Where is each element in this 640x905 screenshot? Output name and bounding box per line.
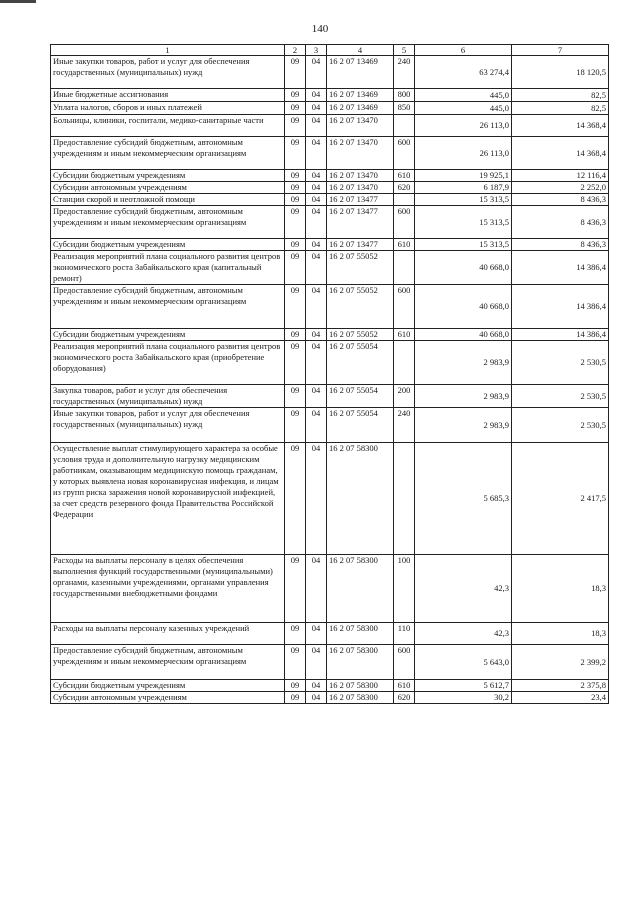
row-name: Субсидии бюджетным учреждениям — [51, 239, 285, 251]
row-subsection: 04 — [306, 251, 327, 285]
row-expense-type — [394, 251, 415, 285]
row-section: 09 — [285, 170, 306, 182]
row-name: Станции скорой и неотложной помощи — [51, 194, 285, 206]
table-row — [51, 251, 609, 285]
row-target-article: 16 2 07 13477 — [327, 194, 394, 206]
row-amount-actual: 2 252,0 — [512, 182, 609, 194]
row-target-article: 16 2 07 13470 — [327, 182, 394, 194]
row-section: 09 — [285, 102, 306, 115]
row-subsection: 04 — [306, 206, 327, 239]
row-expense-type: 600 — [394, 285, 415, 329]
table-row — [51, 680, 609, 692]
budget-table — [50, 44, 609, 704]
row-amount-actual: 14 368,4 — [512, 137, 609, 170]
row-subsection: 04 — [306, 408, 327, 443]
table-row — [51, 623, 609, 645]
row-name: Уплата налогов, сборов и иных платежей — [51, 102, 285, 115]
table-row — [51, 194, 609, 206]
row-section: 09 — [285, 443, 306, 555]
table-row — [51, 206, 609, 239]
row-expense-type: 620 — [394, 692, 415, 704]
table-row — [51, 329, 609, 341]
row-name: Осуществление выплат стимулирующего характера за особые условия труда и дополнительную нагрузку медицинским работникам, оказывающим медицинскую помощь гражданам, у которых выявлена новая коронавирусная инфекция, и лицам из групп риска заражения новой коронавирусной инфекцией, за счет средств резервного фонда Правительства Российской Федерации — [51, 443, 285, 555]
row-expense-type: 600 — [394, 645, 415, 680]
table-row — [51, 385, 609, 408]
row-section: 09 — [285, 239, 306, 251]
row-section: 09 — [285, 251, 306, 285]
row-target-article: 16 2 07 55052 — [327, 251, 394, 285]
row-amount-plan: 2 983,9 — [415, 341, 512, 385]
row-subsection: 04 — [306, 341, 327, 385]
row-section: 09 — [285, 408, 306, 443]
header-col-4: 4 — [327, 45, 394, 56]
row-name: Больницы, клиники, госпитали, медико-санитарные части — [51, 115, 285, 137]
row-amount-actual: 8 436,3 — [512, 206, 609, 239]
row-expense-type: 610 — [394, 239, 415, 251]
row-subsection: 04 — [306, 680, 327, 692]
table-row — [51, 102, 609, 115]
row-section: 09 — [285, 692, 306, 704]
row-amount-actual: 12 116,4 — [512, 170, 609, 182]
table-row — [51, 645, 609, 680]
row-amount-plan: 445,0 — [415, 89, 512, 102]
row-target-article: 16 2 07 58300 — [327, 645, 394, 680]
row-section: 09 — [285, 56, 306, 89]
row-name: Предоставление субсидий бюджетным, автономным учреждениям и иным некоммерческим организациям — [51, 645, 285, 680]
row-name: Иные закупки товаров, работ и услуг для обеспечения государственных (муниципальных) нужд — [51, 56, 285, 89]
table-row — [51, 182, 609, 194]
row-amount-plan: 2 983,9 — [415, 385, 512, 408]
table-row — [51, 137, 609, 170]
row-subsection: 04 — [306, 239, 327, 251]
row-name: Предоставление субсидий бюджетным, автономным учреждениям и иным некоммерческим организациям — [51, 206, 285, 239]
row-section: 09 — [285, 194, 306, 206]
row-expense-type: 620 — [394, 182, 415, 194]
row-expense-type: 200 — [394, 385, 415, 408]
row-expense-type — [394, 194, 415, 206]
row-amount-actual: 82,5 — [512, 89, 609, 102]
row-amount-plan: 40 668,0 — [415, 285, 512, 329]
row-name: Реализация мероприятий плана социального развития центров экономического роста Забайкальского края (приобретение оборудования) — [51, 341, 285, 385]
row-subsection: 04 — [306, 170, 327, 182]
row-name: Реализация мероприятий плана социального развития центров экономического роста Забайкальского края (капитальный ремонт) — [51, 251, 285, 285]
row-subsection: 04 — [306, 285, 327, 329]
row-amount-actual: 2 530,5 — [512, 408, 609, 443]
row-subsection: 04 — [306, 182, 327, 194]
row-target-article: 16 2 07 13469 — [327, 89, 394, 102]
row-name: Предоставление субсидий бюджетным, автономным учреждениям и иным некоммерческим организациям — [51, 285, 285, 329]
table-row — [51, 443, 609, 555]
row-name: Закупка товаров, работ и услуг для обеспечения государственных (муниципальных) нужд — [51, 385, 285, 408]
row-expense-type: 240 — [394, 56, 415, 89]
row-amount-actual: 2 417,5 — [512, 443, 609, 555]
row-target-article: 16 2 07 58300 — [327, 680, 394, 692]
table-header-row — [51, 45, 609, 56]
row-amount-actual: 8 436,3 — [512, 239, 609, 251]
row-amount-plan: 40 668,0 — [415, 251, 512, 285]
row-subsection: 04 — [306, 623, 327, 645]
row-amount-plan: 5 685,3 — [415, 443, 512, 555]
row-section: 09 — [285, 645, 306, 680]
row-expense-type — [394, 115, 415, 137]
row-name: Иные бюджетные ассигнования — [51, 89, 285, 102]
row-subsection: 04 — [306, 89, 327, 102]
row-subsection: 04 — [306, 443, 327, 555]
row-expense-type: 610 — [394, 329, 415, 341]
row-target-article: 16 2 07 55054 — [327, 341, 394, 385]
row-target-article: 16 2 07 58300 — [327, 443, 394, 555]
row-section: 09 — [285, 341, 306, 385]
row-amount-actual: 23,4 — [512, 692, 609, 704]
header-col-2: 2 — [285, 45, 306, 56]
row-amount-plan: 42,3 — [415, 555, 512, 623]
row-amount-actual: 2 530,5 — [512, 385, 609, 408]
row-section: 09 — [285, 89, 306, 102]
header-col-6: 6 — [415, 45, 512, 56]
row-amount-actual: 14 386,4 — [512, 251, 609, 285]
row-amount-plan: 5 612,7 — [415, 680, 512, 692]
row-amount-plan: 445,0 — [415, 102, 512, 115]
row-section: 09 — [285, 385, 306, 408]
row-amount-actual: 18 120,5 — [512, 56, 609, 89]
row-expense-type: 610 — [394, 170, 415, 182]
table-row — [51, 408, 609, 443]
row-amount-plan: 19 925,1 — [415, 170, 512, 182]
row-section: 09 — [285, 555, 306, 623]
row-expense-type: 610 — [394, 680, 415, 692]
row-amount-actual: 2 530,5 — [512, 341, 609, 385]
table-row — [51, 341, 609, 385]
row-expense-type: 600 — [394, 206, 415, 239]
row-target-article: 16 2 07 55052 — [327, 285, 394, 329]
row-name: Субсидии бюджетным учреждениям — [51, 680, 285, 692]
row-subsection: 04 — [306, 329, 327, 341]
row-target-article: 16 2 07 55052 — [327, 329, 394, 341]
row-target-article: 16 2 07 58300 — [327, 623, 394, 645]
row-name: Субсидии автономным учреждениям — [51, 692, 285, 704]
row-expense-type — [394, 341, 415, 385]
row-target-article: 16 2 07 58300 — [327, 555, 394, 623]
row-section: 09 — [285, 206, 306, 239]
row-subsection: 04 — [306, 555, 327, 623]
row-expense-type: 800 — [394, 89, 415, 102]
header-col-7: 7 — [512, 45, 609, 56]
row-target-article: 16 2 07 13477 — [327, 206, 394, 239]
row-target-article: 16 2 07 55054 — [327, 408, 394, 443]
row-amount-actual: 14 386,4 — [512, 285, 609, 329]
row-subsection: 04 — [306, 137, 327, 170]
row-target-article: 16 2 07 13469 — [327, 102, 394, 115]
row-amount-actual: 18,3 — [512, 555, 609, 623]
row-amount-plan: 63 274,4 — [415, 56, 512, 89]
row-expense-type: 240 — [394, 408, 415, 443]
row-amount-actual: 8 436,3 — [512, 194, 609, 206]
row-amount-actual: 82,5 — [512, 102, 609, 115]
row-name: Расходы на выплаты персоналу казенных учреждений — [51, 623, 285, 645]
row-amount-plan: 2 983,9 — [415, 408, 512, 443]
row-section: 09 — [285, 623, 306, 645]
row-section: 09 — [285, 285, 306, 329]
row-amount-plan: 15 313,5 — [415, 206, 512, 239]
row-expense-type — [394, 443, 415, 555]
table-row — [51, 555, 609, 623]
page-number: 140 — [311, 23, 329, 35]
row-name: Субсидии автономным учреждениям — [51, 182, 285, 194]
row-subsection: 04 — [306, 385, 327, 408]
row-section: 09 — [285, 137, 306, 170]
row-section: 09 — [285, 329, 306, 341]
row-amount-actual: 18,3 — [512, 623, 609, 645]
row-name: Субсидии бюджетным учреждениям — [51, 170, 285, 182]
row-amount-actual: 2 399,2 — [512, 645, 609, 680]
table-row — [51, 285, 609, 329]
row-section: 09 — [285, 115, 306, 137]
table-row — [51, 170, 609, 182]
row-amount-plan: 5 643,0 — [415, 645, 512, 680]
row-amount-actual: 14 386,4 — [512, 329, 609, 341]
row-subsection: 04 — [306, 645, 327, 680]
row-name: Предоставление субсидий бюджетным, автономным учреждениям и иным некоммерческим организациям — [51, 137, 285, 170]
row-name: Субсидии бюджетным учреждениям — [51, 329, 285, 341]
row-target-article: 16 2 07 13470 — [327, 115, 394, 137]
row-amount-actual: 2 375,8 — [512, 680, 609, 692]
row-expense-type: 850 — [394, 102, 415, 115]
row-subsection: 04 — [306, 692, 327, 704]
table-row — [51, 692, 609, 704]
table-row — [51, 89, 609, 102]
row-amount-plan: 15 313,5 — [415, 239, 512, 251]
row-subsection: 04 — [306, 102, 327, 115]
table-row — [51, 56, 609, 89]
row-name: Расходы на выплаты персоналу в целях обеспечения выполнения функций государственными (муниципальными) органами, казенными учреждениями, органами управления государственными внебюджетными фондами — [51, 555, 285, 623]
row-amount-plan: 26 113,0 — [415, 115, 512, 137]
row-target-article: 16 2 07 13470 — [327, 137, 394, 170]
table-row — [51, 115, 609, 137]
row-expense-type: 100 — [394, 555, 415, 623]
header-col-1: 1 — [51, 45, 285, 56]
header-col-3: 3 — [306, 45, 327, 56]
row-amount-plan: 15 313,5 — [415, 194, 512, 206]
row-amount-plan: 26 113,0 — [415, 137, 512, 170]
row-section: 09 — [285, 680, 306, 692]
scan-corner-mark — [0, 0, 36, 3]
header-col-5: 5 — [394, 45, 415, 56]
row-target-article: 16 2 07 58300 — [327, 692, 394, 704]
table-row — [51, 239, 609, 251]
row-amount-plan: 42,3 — [415, 623, 512, 645]
row-amount-actual: 14 368,4 — [512, 115, 609, 137]
row-section: 09 — [285, 182, 306, 194]
row-subsection: 04 — [306, 115, 327, 137]
row-expense-type: 110 — [394, 623, 415, 645]
row-amount-plan: 30,2 — [415, 692, 512, 704]
row-target-article: 16 2 07 13477 — [327, 239, 394, 251]
row-amount-plan: 40 668,0 — [415, 329, 512, 341]
row-target-article: 16 2 07 13469 — [327, 56, 394, 89]
row-target-article: 16 2 07 13470 — [327, 170, 394, 182]
row-name: Иные закупки товаров, работ и услуг для обеспечения государственных (муниципальных) нужд — [51, 408, 285, 443]
row-amount-plan: 6 187,9 — [415, 182, 512, 194]
row-subsection: 04 — [306, 194, 327, 206]
row-subsection: 04 — [306, 56, 327, 89]
row-expense-type: 600 — [394, 137, 415, 170]
row-target-article: 16 2 07 55054 — [327, 385, 394, 408]
